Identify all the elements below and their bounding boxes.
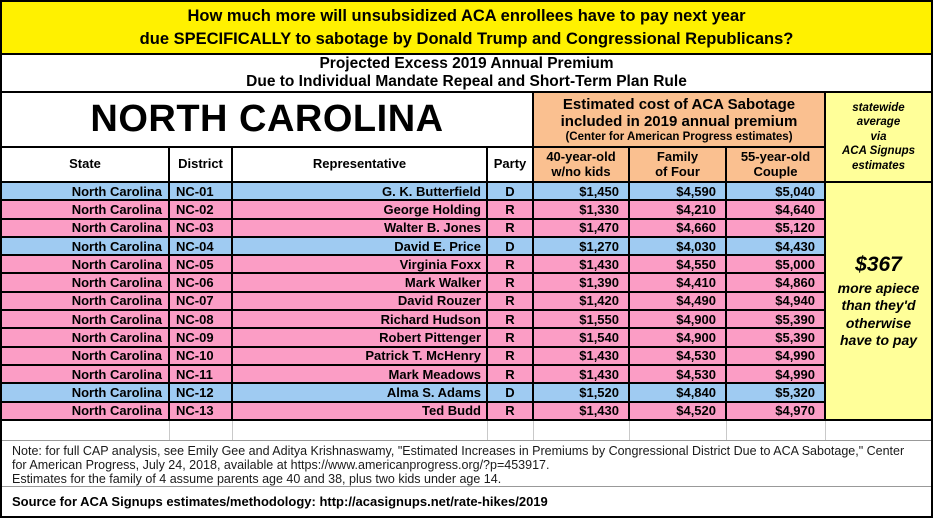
- district-cell: NC-08: [170, 311, 231, 327]
- premium-55yo-cell: $5,040: [727, 183, 824, 199]
- banner-line-2: due SPECIFICALLY to sabotage by Donald Trump and Congressional Republicans?: [139, 29, 794, 48]
- column-header-representative: [233, 148, 486, 181]
- district-cell: NC-05: [170, 256, 231, 272]
- column-header-label: of Four: [655, 163, 700, 179]
- note-paragraph-1: Note: for full CAP analysis, see Emily Gee and Aditya Krishnaswamy, "Estimated Increases in Premiums by Congressional District Due to ACA Sabotage," Center for American Progress, July 24, 2018, available at https://www.americanprogress.org/?p=453917.: [12, 443, 905, 472]
- premium-40yo-cell: $1,330: [534, 201, 628, 217]
- column-header-40yo: [534, 148, 628, 181]
- state-cell: North Carolina: [2, 183, 168, 199]
- column-header-55yo: [727, 148, 824, 181]
- premium-55yo-cell: $4,990: [727, 366, 824, 382]
- premium-55yo-cell: $4,640: [727, 201, 824, 217]
- source-line: Source for ACA Signups estimates/methodology: http://acasignups.net/rate-hikes/2019: [2, 487, 931, 516]
- premium-family-cell: $4,210: [630, 201, 725, 217]
- banner: [2, 2, 931, 55]
- statewide-summary: [826, 183, 931, 419]
- summary-amount: $367: [855, 252, 902, 276]
- column-header-party: [488, 148, 532, 181]
- premium-family-cell: $4,900: [630, 329, 725, 345]
- sabotage-header-line-2: included in 2019 annual premium: [560, 112, 798, 130]
- representative-cell: Mark Walker: [233, 274, 486, 290]
- premium-family-cell: $4,840: [630, 384, 725, 400]
- premium-40yo-cell: $1,430: [534, 366, 628, 382]
- district-cell: NC-10: [170, 348, 231, 364]
- empty-grid-row: [2, 421, 931, 441]
- party-cell: R: [488, 366, 532, 382]
- party-cell: R: [488, 311, 532, 327]
- premium-family-cell: $4,900: [630, 311, 725, 327]
- column-header-label: Representative: [312, 156, 407, 172]
- party-cell: R: [488, 274, 532, 290]
- representative-cell: Patrick T. McHenry: [233, 348, 486, 364]
- premium-40yo-cell: $1,430: [534, 403, 628, 419]
- premium-family-cell: $4,590: [630, 183, 725, 199]
- district-cell: NC-02: [170, 201, 231, 217]
- column-header-label: Family: [656, 149, 699, 164]
- summary-caption: more apiece than they'd otherwise have to pay: [837, 279, 920, 349]
- sabotage-header-line-1: Estimated cost of ACA Sabotage: [562, 95, 796, 113]
- premium-40yo-cell: $1,270: [534, 238, 628, 254]
- district-cell: NC-12: [170, 384, 231, 400]
- party-cell: D: [488, 183, 532, 199]
- premium-family-cell: $4,530: [630, 348, 725, 364]
- representative-cell: G. K. Butterfield: [233, 183, 486, 199]
- premium-40yo-cell: $1,390: [534, 274, 628, 290]
- premium-55yo-cell: $4,970: [727, 403, 824, 419]
- premium-family-cell: $4,520: [630, 403, 725, 419]
- premium-40yo-cell: $1,520: [534, 384, 628, 400]
- district-cell: NC-11: [170, 366, 231, 382]
- premium-family-cell: $4,530: [630, 366, 725, 382]
- party-cell: R: [488, 403, 532, 419]
- party-cell: R: [488, 293, 532, 309]
- district-cell: NC-06: [170, 274, 231, 290]
- state-cell: North Carolina: [2, 311, 168, 327]
- premium-55yo-cell: $4,940: [727, 293, 824, 309]
- statewide-header-line: via: [870, 130, 887, 143]
- state-cell: North Carolina: [2, 293, 168, 309]
- banner-line-1: How much more will unsubsidized ACA enrollees have to pay next year: [187, 6, 746, 25]
- state-cell: North Carolina: [2, 366, 168, 382]
- party-cell: R: [488, 348, 532, 364]
- representative-cell: Richard Hudson: [233, 311, 486, 327]
- statewide-header-line: statewide: [852, 101, 905, 114]
- statewide-header-line: average: [856, 116, 901, 129]
- state-title: NORTH CAROLINA: [2, 93, 532, 146]
- state-cell: North Carolina: [2, 201, 168, 217]
- column-header-label: State: [69, 156, 101, 172]
- state-cell: North Carolina: [2, 220, 168, 236]
- premium-40yo-cell: $1,550: [534, 311, 628, 327]
- column-header-state: [2, 148, 168, 181]
- subtitle-band: [2, 55, 931, 93]
- premium-40yo-cell: $1,430: [534, 348, 628, 364]
- state-cell: North Carolina: [2, 274, 168, 290]
- footnotes: [2, 441, 931, 487]
- column-header-district: [170, 148, 231, 181]
- premium-family-cell: $4,660: [630, 220, 725, 236]
- district-cell: NC-09: [170, 329, 231, 345]
- premium-40yo-cell: $1,540: [534, 329, 628, 345]
- premium-family-cell: $4,410: [630, 274, 725, 290]
- statewide-average-header: [826, 93, 931, 181]
- state-cell: North Carolina: [2, 238, 168, 254]
- subtitle-line-1: Projected Excess 2019 Annual Premium: [319, 55, 614, 72]
- premium-55yo-cell: $5,390: [727, 311, 824, 327]
- party-cell: D: [488, 384, 532, 400]
- note-paragraph-2: Estimates for the family of 4 assume parents age 40 and 38, plus two kids under age 14.: [12, 471, 502, 486]
- premium-55yo-cell: $5,000: [727, 256, 824, 272]
- representative-cell: David Rouzer: [233, 293, 486, 309]
- premium-40yo-cell: $1,430: [534, 256, 628, 272]
- party-cell: R: [488, 256, 532, 272]
- statewide-header-line: ACA Signups: [841, 145, 916, 158]
- subtitle-line-2: Due to Individual Mandate Repeal and Short-Term Plan Rule: [246, 73, 687, 90]
- sabotage-header-line-3: (Center for American Progress estimates): [565, 130, 793, 143]
- party-cell: R: [488, 329, 532, 345]
- premium-family-cell: $4,490: [630, 293, 725, 309]
- representative-cell: Robert Pittenger: [233, 329, 486, 345]
- premium-55yo-cell: $5,390: [727, 329, 824, 345]
- party-cell: R: [488, 201, 532, 217]
- district-cell: NC-01: [170, 183, 231, 199]
- premium-family-cell: $4,030: [630, 238, 725, 254]
- district-cell: NC-03: [170, 220, 231, 236]
- representative-cell: Mark Meadows: [233, 366, 486, 382]
- column-header-label: w/no kids: [551, 163, 611, 179]
- district-cell: NC-07: [170, 293, 231, 309]
- party-cell: R: [488, 220, 532, 236]
- premium-40yo-cell: $1,470: [534, 220, 628, 236]
- column-header-label: 55-year-old: [740, 149, 811, 164]
- statewide-header-line: estimates: [851, 159, 906, 172]
- column-header-label: Couple: [753, 163, 798, 179]
- column-header-label: 40-year-old: [546, 149, 616, 164]
- column-header-label: Party: [493, 156, 527, 172]
- representative-cell: Virginia Foxx: [233, 256, 486, 272]
- sabotage-cost-header: [534, 93, 824, 146]
- premium-55yo-cell: $5,320: [727, 384, 824, 400]
- premium-55yo-cell: $4,430: [727, 238, 824, 254]
- premium-40yo-cell: $1,450: [534, 183, 628, 199]
- representative-cell: David E. Price: [233, 238, 486, 254]
- state-cell: North Carolina: [2, 256, 168, 272]
- party-cell: D: [488, 238, 532, 254]
- premium-55yo-cell: $4,860: [727, 274, 824, 290]
- column-header-family: [630, 148, 725, 181]
- state-cell: North Carolina: [2, 329, 168, 345]
- district-cell: NC-13: [170, 403, 231, 419]
- premium-55yo-cell: $5,120: [727, 220, 824, 236]
- premium-table: [2, 93, 931, 421]
- state-cell: North Carolina: [2, 384, 168, 400]
- representative-cell: Ted Budd: [233, 403, 486, 419]
- column-header-label: District: [178, 156, 223, 172]
- premium-40yo-cell: $1,420: [534, 293, 628, 309]
- premium-family-cell: $4,550: [630, 256, 725, 272]
- state-cell: North Carolina: [2, 403, 168, 419]
- representative-cell: George Holding: [233, 201, 486, 217]
- state-cell: North Carolina: [2, 348, 168, 364]
- district-cell: NC-04: [170, 238, 231, 254]
- premium-55yo-cell: $4,990: [727, 348, 824, 364]
- representative-cell: Walter B. Jones: [233, 220, 486, 236]
- representative-cell: Alma S. Adams: [233, 384, 486, 400]
